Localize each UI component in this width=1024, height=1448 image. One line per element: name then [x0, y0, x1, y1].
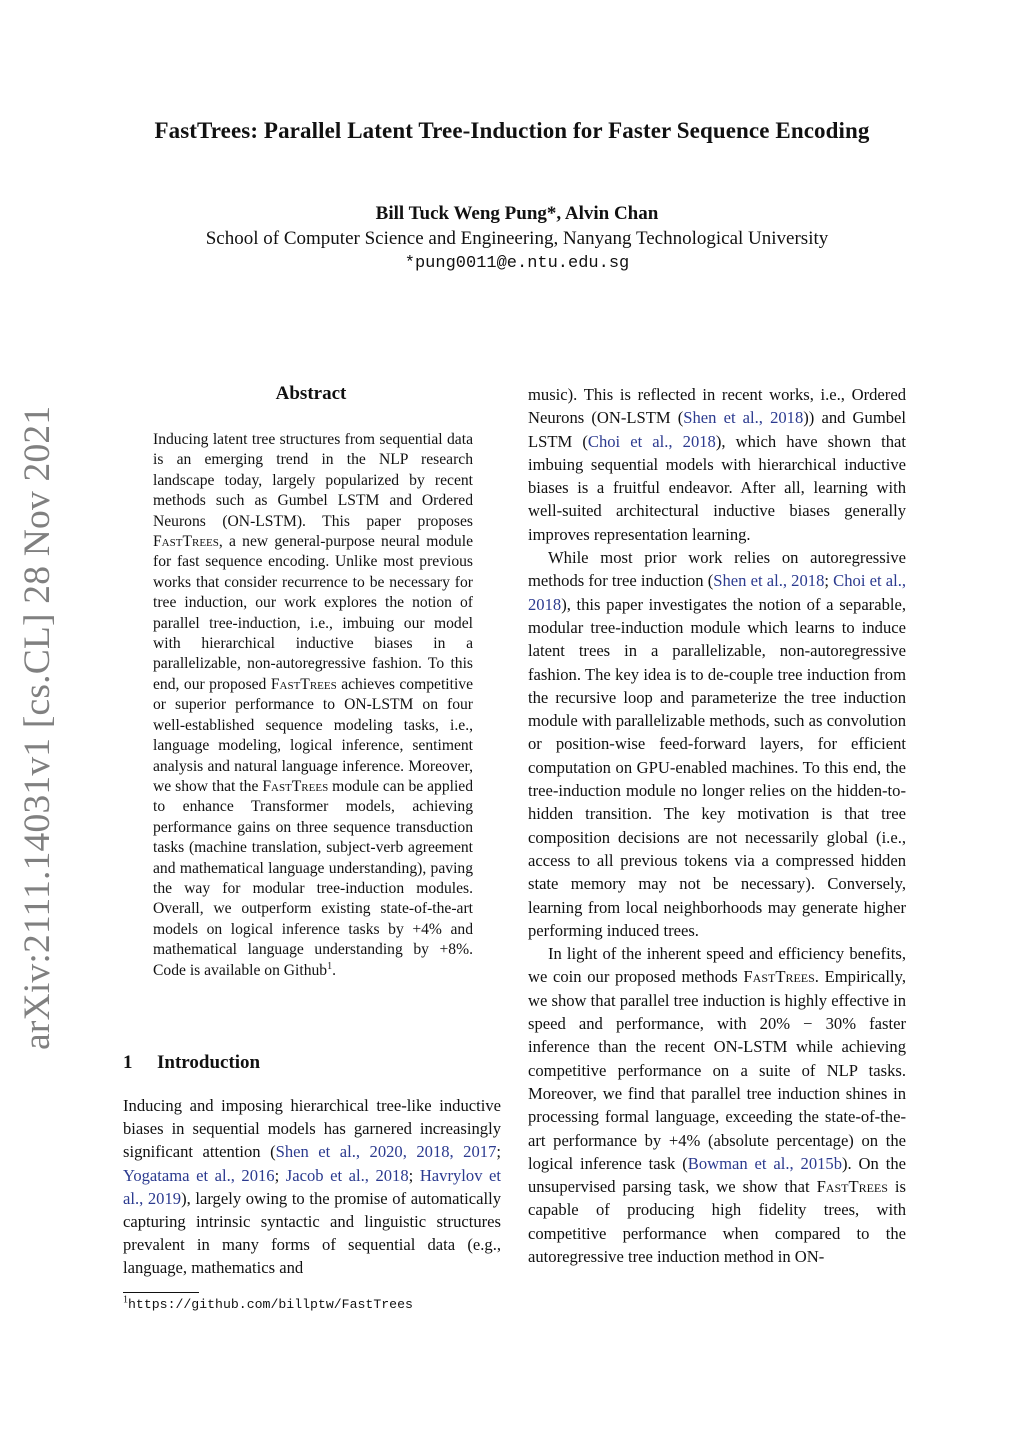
fasttrees-name: FastTrees	[270, 675, 337, 693]
fasttrees-name: FastTrees	[153, 533, 219, 551]
right-column-text	[528, 383, 906, 1268]
affiliation: School of Computer Science and Engineering, Nanyang Technological University	[205, 228, 829, 249]
fasttrees-name: FastTrees	[743, 967, 815, 987]
section-heading-introduction	[123, 1052, 260, 1074]
footnote-divider	[123, 1292, 199, 1293]
introduction-paragraph: Inducing and imposing hierarchical tree-like inductive biases in sequential models has garnered increasingly significant attention (Shen et al., 2020, 2018, 2017; Yogatama et al., 2016; Jacob et al., 2018; Havrylov et al., 2019), largely owing to the promise of automatically capturing intrinsic syntactic and linguistic structures prevalent in many forms of sequential data (e.g., language, mathematics and	[123, 1096, 502, 1278]
citation-link[interactable]: Jacob et al., 2018	[285, 1165, 409, 1185]
citation-link[interactable]: Bowman et al., 2015b	[687, 1153, 843, 1173]
body-paragraph: While most prior work relies on autoregressive methods for tree induction (Shen et al., 2018; Choi et al., 2018), this paper investigates the notion of a separable, modular tree-induction module which learns to induce latent trees in a parallelizable, non-autoregressive fashion. The key idea is to de-couple tree induction from the recursive loop and parameterize the tree induction module with parallelizable methods, such as convolution or position-wise feed-forward layers, for efficient computation on GPU-enabled machines. To this end, the tree-induction module no longer relies on the hidden-to-hidden transition. The key motivation is that tree composition decisions are not necessarily global (i.e., access to all previous tokens via a compressed hidden state memory may not be necessary). Conversely, learning from local neighborhoods may generate higher performing induced trees.	[528, 548, 906, 940]
citation-link[interactable]: Shen et al., 2020, 2018, 2017	[275, 1142, 497, 1162]
author-list: Bill Tuck Weng Pung*, Alvin Chan	[375, 203, 659, 224]
footnote-marker[interactable]: 1	[327, 960, 333, 972]
body-paragraph: In light of the inherent speed and efficiency benefits, we coin our proposed methods FastTrees. Empirically, we show that parallel tree induction is highly effective in speed and performance, with 20% − 30% faster inference than the recent ON-LSTM while achieving competitive performance on a suite of NLP tasks. Moreover, we find that parallel tree induction shines in processing formal language, exceeding the state-of-the-art performance by +4% (absolute percentage) on the logical inference task (Bowman et al., 2015b). On the unsupervised parsing task, we show that FastTrees is capable of producing high fidelity trees, with competitive performance when compared to the autoregressive tree induction method in ON-	[528, 944, 907, 1266]
section-title: Introduction	[157, 1052, 261, 1073]
citation-link[interactable]: Shen et al., 2018	[713, 571, 825, 591]
citation-link[interactable]: Choi et al., 2018	[528, 571, 906, 614]
citation-link[interactable]: Yogatama et al., 2016	[123, 1165, 275, 1185]
section-number: 1	[123, 1052, 133, 1073]
paper-title: FastTrees: Parallel Latent Tree-Induction for Faster Sequence Encoding	[154, 118, 870, 143]
fasttrees-name: FastTrees	[816, 1177, 888, 1197]
citation-link[interactable]: Choi et al., 2018	[587, 431, 716, 451]
arxiv-stamp: arXiv:2111.14031v1 [cs.CL] 28 Nov 2021	[17, 405, 58, 1050]
footnote-number: 1	[123, 1294, 128, 1306]
body-paragraph: music). This is reflected in recent works, i.e., Ordered Neurons (ON-LSTM (Shen et al., 2018)) and Gumbel LSTM (Choi et al., 2018), which have shown that imbuing sequential models with hierarchical inductive biases is a fruitful endeavor. After all, learning with well-suited architectural inductive biases generally improves representation learning.	[528, 385, 906, 544]
author-email: *pung0011@e.ntu.edu.sg	[404, 254, 630, 273]
footnote	[123, 1294, 413, 1313]
citation-link[interactable]: Shen et al., 2018	[683, 408, 804, 428]
citation-link[interactable]: Havrylov et al., 2019	[123, 1165, 502, 1208]
abstract-body: Inducing latent tree structures from sequential data is an emerging trend in the NLP research landscape today, largely popularized by recent methods such as Gumbel LSTM and Ordered Neurons (ON-LSTM). This paper proposes FastTrees, a new general-purpose neural module for fast sequence encoding. Unlike most previous works that consider recurrence to be necessary for tree induction, our work explores the notion of parallel tree-induction, i.e., imbuing our model with hierarchical inductive biases in a parallelizable, non-autoregressive fashion. To this end, our proposed FastTrees achieves competitive or superior performance to ON-LSTM on four well-established sequence modeling tasks, i.e., language modeling, logical inference, sentiment analysis and natural language inference. Moreover, we show that the FastTrees module can be applied to enhance Transformer models, achieving performance gains on three sequence transduction tasks (machine translation, subject-verb agreement and mathematical language understanding), paving the way for modular tree-induction modules. Overall, we outperform existing state-of-the-art models on logical inference tasks by +4% and mathematical language understanding by +8%. Code is available on Github$^1$.	[153, 431, 474, 979]
github-link[interactable]: https://github.com/billptw/FastTrees	[128, 1297, 413, 1312]
abstract-heading: Abstract	[275, 383, 347, 404]
fasttrees-name: FastTrees	[262, 777, 329, 795]
